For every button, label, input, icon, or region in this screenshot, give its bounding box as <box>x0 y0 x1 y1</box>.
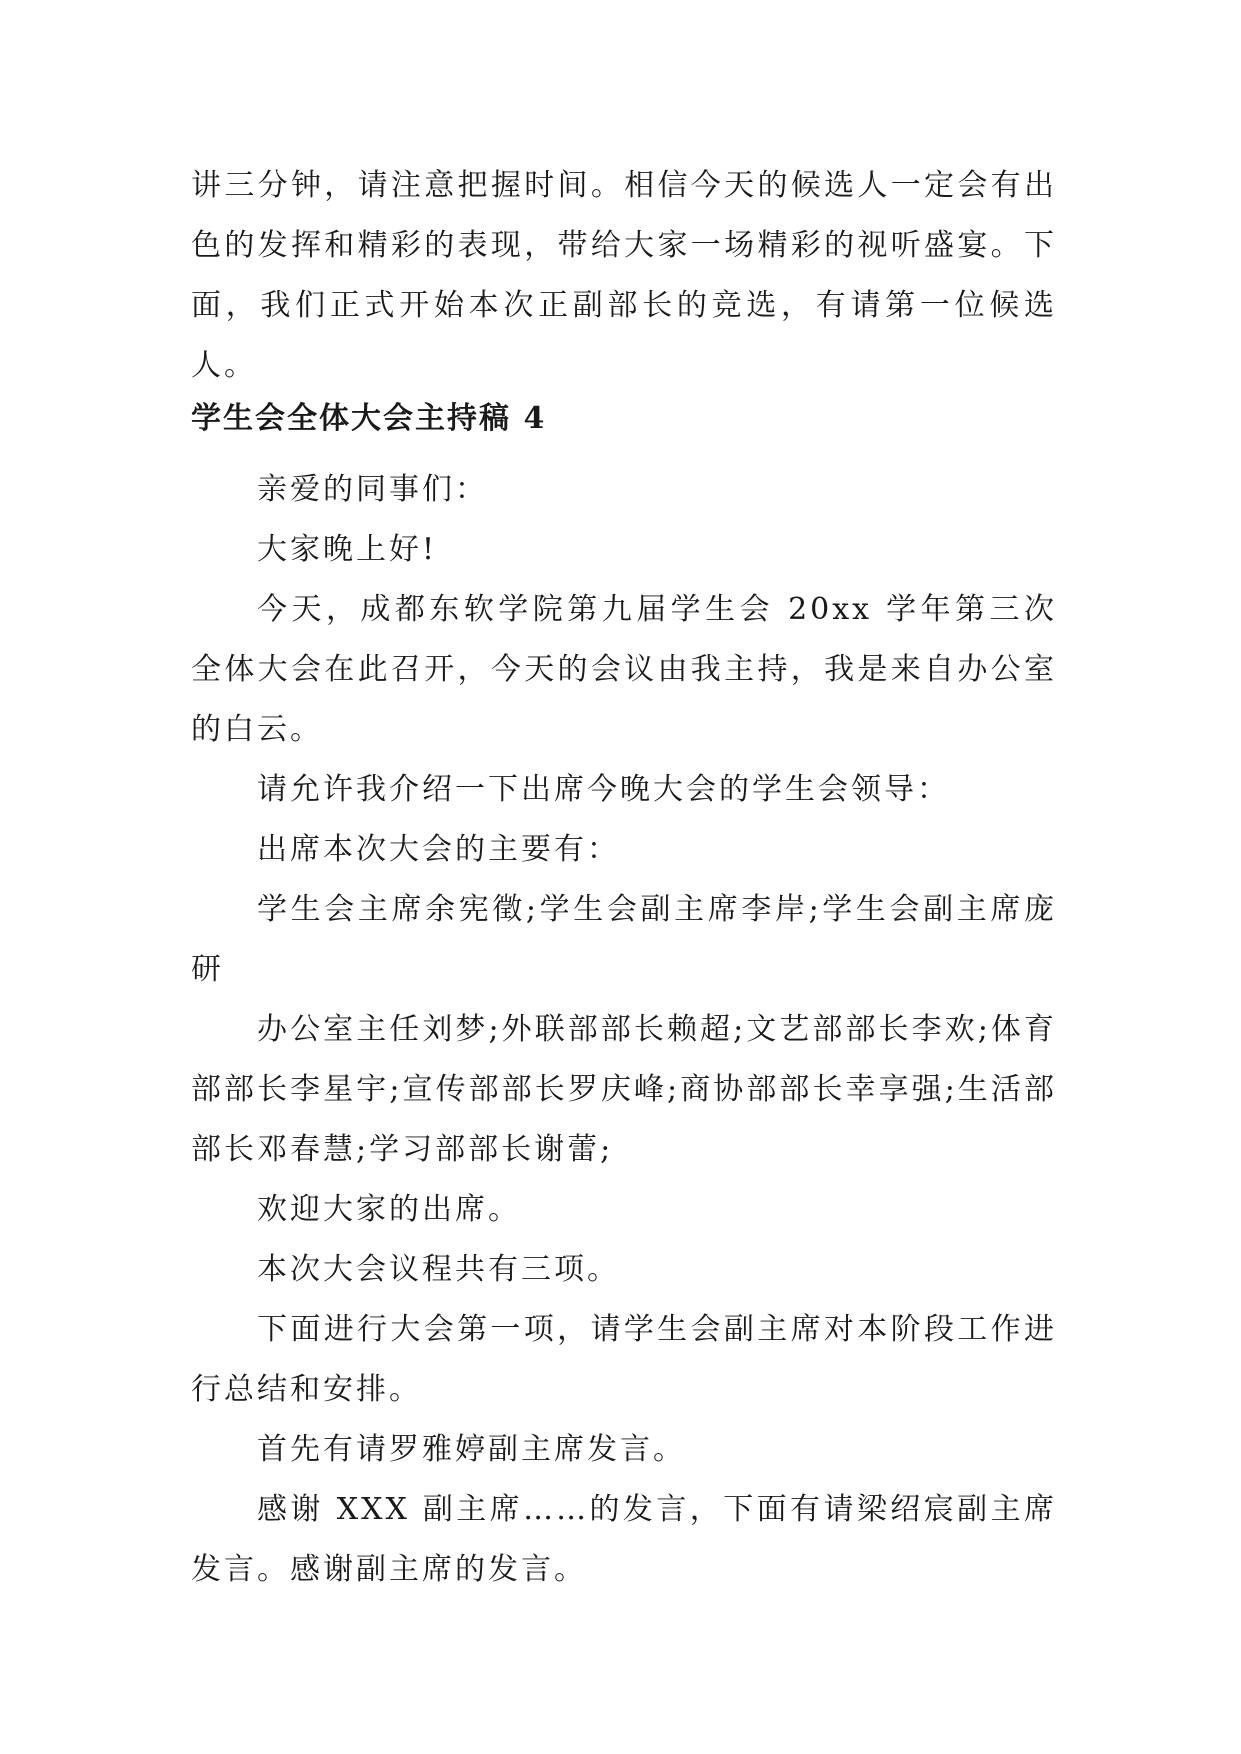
introduction-paragraph: 请允许我介绍一下出席今晚大会的学生会领导： <box>257 772 950 807</box>
continuation-block <box>191 156 1057 396</box>
attendees-intro: 出席本次大会的主要有： <box>257 832 620 867</box>
section-title: 学生会全体大会主持稿 4 <box>191 401 547 436</box>
department-heads-list: 办公室主任刘梦;外联部部长赖超;文艺部部长李欢;体育部部长李星宇;宣传部部长罗庆峰;商协部部长幸享强;生活部部长邓春慧;学习部部长谢蕾; <box>191 1012 1057 1167</box>
continuation-paragraph: 讲三分钟，请注意把握时间。相信今天的候选人一定会有出色的发挥和精彩的表现，带给大家一场精彩的视听盛宴。下面，我们正式开始本次正副部长的竞选，有请第一位候选人。 <box>191 168 1057 383</box>
greeting: 大家晚上好! <box>257 532 438 567</box>
welcome-paragraph: 欢迎大家的出席。 <box>257 1192 521 1227</box>
opening-paragraph: 今天，成都东软学院第九届学生会 20xx 学年第三次全体大会在此召开，今天的会议由我主持，我是来自办公室的白云。 <box>191 592 1057 747</box>
speech-section <box>191 400 1057 1600</box>
agenda-item-one: 下面进行大会第一项，请学生会副主席对本阶段工作进行总结和安排。 <box>191 1312 1057 1407</box>
agenda-paragraph: 本次大会议程共有三项。 <box>257 1252 620 1287</box>
leaders-list: 学生会主席余宪徵;学生会副主席李岸;学生会副主席庞研 <box>191 892 1057 987</box>
first-speaker: 首先有请罗雅婷副主席发言。 <box>257 1432 686 1467</box>
thanks-paragraph: 感谢 XXX 副主席……的发言，下面有请梁绍宸副主席发言。感谢副主席的发言。 <box>191 1492 1057 1587</box>
salutation: 亲爱的同事们： <box>257 472 488 507</box>
